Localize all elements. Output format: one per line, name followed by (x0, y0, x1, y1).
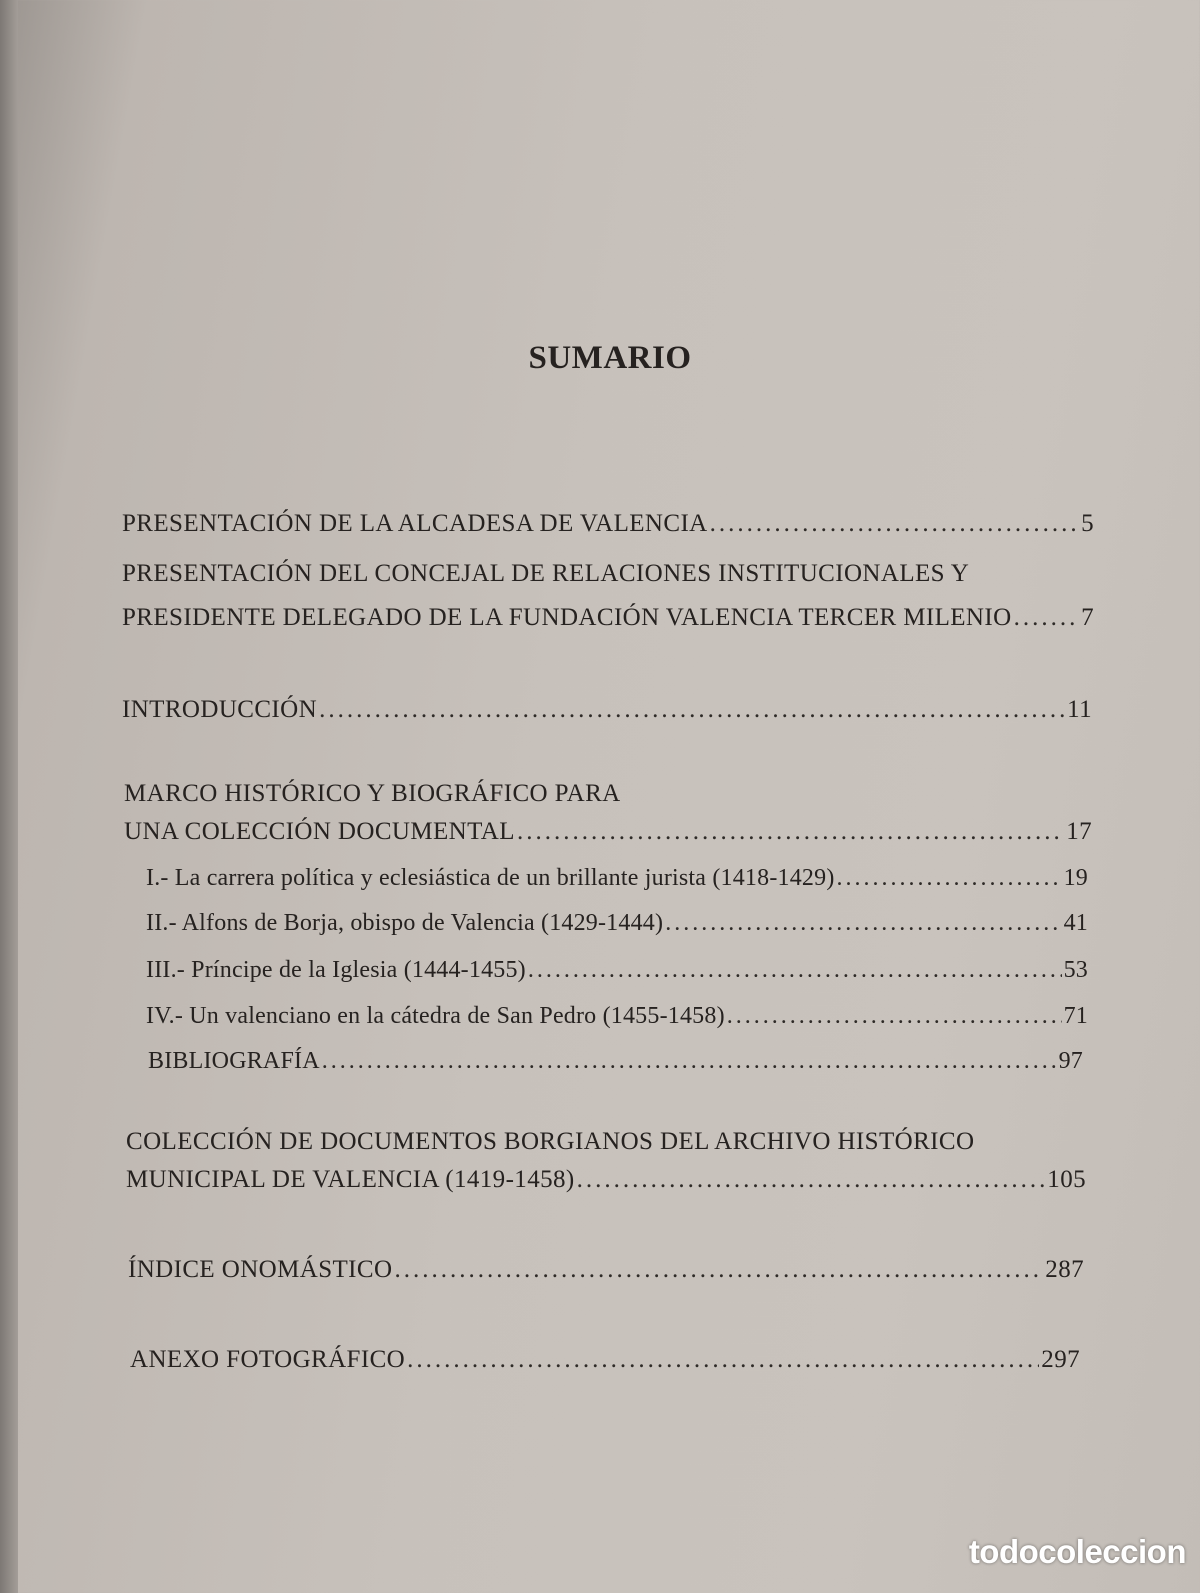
toc-entry-text: ÍNDICE ONOMÁSTICO (128, 1256, 393, 1283)
toc-subentry-alfons-de-borja (146, 910, 1088, 937)
toc-entry-text: INTRODUCCIÓN (122, 696, 318, 723)
toc-entry-marco (124, 818, 1092, 846)
toc-page-number: 7 (1081, 604, 1094, 631)
dot-leader (517, 818, 1064, 846)
toc-entry-text: ANEXO FOTOGRÁFICO (130, 1346, 406, 1373)
toc-entry-text: UNA COLECCIÓN DOCUMENTAL (124, 818, 515, 845)
toc-page-number: 41 (1063, 910, 1088, 936)
toc-page-number: 287 (1045, 1256, 1084, 1283)
dot-leader (577, 1166, 1046, 1194)
toc-page-number: 53 (1063, 957, 1088, 983)
toc-entry-text: IV.- Un valenciano en la cátedra de San Pedro (1455-1458) (146, 1003, 725, 1029)
toc-subentry-bibliografia (148, 1048, 1083, 1075)
dot-leader (394, 1256, 1043, 1284)
toc-page-number: 5 (1081, 510, 1094, 537)
toc-entry-introduccion (122, 696, 1092, 724)
toc-entry-coleccion (126, 1166, 1086, 1194)
toc-subentry-principe-iglesia (146, 957, 1088, 984)
toc-entry-text: II.- Alfons de Borja, obispo de Valencia (1429-1444) (146, 910, 664, 936)
toc-entry-text: MUNICIPAL DE VALENCIA (1419-1458) (126, 1166, 575, 1193)
toc-entry-marco-line1: MARCO HISTÓRICO Y BIOGRÁFICO PARA (124, 780, 621, 807)
toc-entry-text: BIBLIOGRAFÍA (148, 1048, 320, 1074)
toc-page-number: 71 (1063, 1003, 1088, 1029)
toc-page-number: 19 (1063, 865, 1088, 891)
dot-leader (665, 910, 1061, 937)
toc-entry-text: PRESENTACIÓN DE LA ALCADESA DE VALENCIA (122, 510, 708, 537)
dot-leader (837, 865, 1062, 892)
toc-page-number: 17 (1066, 818, 1092, 845)
dot-leader (322, 1048, 1057, 1075)
dot-leader (710, 510, 1079, 538)
toc-entry-presentacion-concejal (122, 604, 1094, 632)
watermark-logo: todocoleccion (968, 1533, 1186, 1570)
toc-page-number: 97 (1058, 1048, 1083, 1074)
toc-entry-anexo-fotografico (130, 1346, 1080, 1374)
toc-entry-text: I.- La carrera política y eclesiástica de un brillante jurista (1418-1429) (146, 865, 835, 891)
toc-page-number: 11 (1067, 696, 1092, 723)
toc-subentry-catedra-san-pedro (146, 1003, 1088, 1030)
page-edge (0, 0, 18, 1593)
dot-leader (1014, 604, 1080, 632)
toc-entry-indice-onomastico (128, 1256, 1084, 1284)
dot-leader (319, 696, 1065, 724)
toc-subentry-carrera-politica (146, 865, 1088, 892)
toc-entry-coleccion-line1: COLECCIÓN DE DOCUMENTOS BORGIANOS DEL ARCHIVO HISTÓRICO (126, 1128, 975, 1155)
dot-leader (727, 1003, 1062, 1030)
dot-leader (407, 1346, 1039, 1374)
dot-leader (528, 957, 1062, 984)
toc-page-number: 105 (1047, 1166, 1086, 1193)
toc-entry-text: PRESIDENTE DELEGADO DE LA FUNDACIÓN VALENCIA TERCER MILENIO (122, 604, 1012, 631)
page-title: SUMARIO (528, 340, 692, 377)
toc-entry-text: III.- Príncipe de la Iglesia (1444-1455) (146, 957, 526, 983)
toc-entry-presentacion-alcaldesa (122, 510, 1094, 538)
toc-page-number: 297 (1041, 1346, 1080, 1373)
toc-entry-presentacion-concejal-line1: PRESENTACIÓN DEL CONCEJAL DE RELACIONES INSTITUCIONALES Y (122, 560, 970, 587)
